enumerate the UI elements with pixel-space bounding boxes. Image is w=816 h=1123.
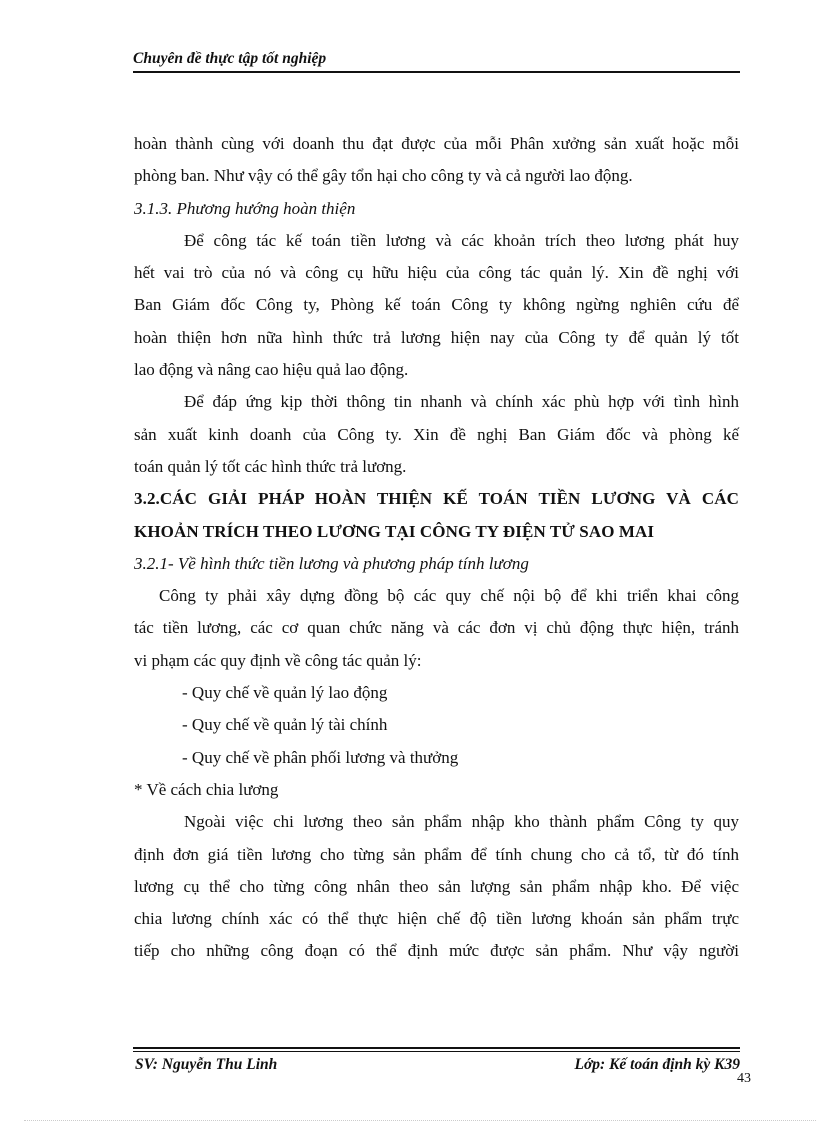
- paragraph-line: hoàn thiện hơn nữa hình thức trả lương hiện nay của Công ty để quản lý tốt: [134, 327, 739, 347]
- footer-rule-thin: [133, 1051, 740, 1052]
- footer-class-name: Lớp: Kế toán định kỳ K39: [574, 1056, 740, 1073]
- section-heading-3-2-1: 3.2.1- Về hình thức tiền lương và phương pháp tính lương: [134, 553, 529, 573]
- paragraph-line: tiếp cho những công đoạn có thể định mức được sản phẩm. Như vậy người: [134, 941, 739, 961]
- section-heading-3-2-line-2: KHOẢN TRÍCH THEO LƯƠNG TẠI CÔNG TY ĐIỆN TỬ SAO MAI: [134, 521, 655, 541]
- paragraph-line: toán quản lý tốt các hình thức trả lương.: [134, 456, 407, 476]
- paragraph-line: hoàn thành cùng với doanh thu đạt được của mỗi Phân xưởng sản xuất hoặc mỗi: [134, 134, 739, 153]
- list-item: - Quy chế về quản lý tài chính: [182, 715, 388, 735]
- list-item: - Quy chế về phân phối lương và thưởng: [182, 747, 459, 767]
- paragraph-line: sản xuất kinh doanh của Công ty. Xin đề nghị Ban Giám đốc và phòng kế: [134, 424, 739, 444]
- footer-rule: [133, 1047, 740, 1049]
- page-header-title: Chuyên đề thực tập tốt nghiệp: [133, 50, 327, 67]
- subheading-star: * Về cách chia lương: [134, 779, 279, 799]
- section-heading-3-2: 3.2.CÁC GIẢI PHÁP HOÀN THIỆN KẾ TOÁN TIỀN LƯƠNG VÀ CÁC: [134, 489, 739, 509]
- footer-student-name: SV: Nguyễn Thu Linh: [135, 1056, 278, 1073]
- paragraph-line: Công ty phải xây dựng đồng bộ các quy chế nội bộ để khi triển khai công: [159, 586, 739, 606]
- paragraph-line: định đơn giá tiền lương cho từng sản phẩm để tính chung cho cả tổ, từ đó tính: [134, 844, 739, 864]
- page-body: [134, 128, 739, 968]
- paragraph-line: hết vai trò của nó và công cụ hữu hiệu của công tác quản lý. Xin đề nghị với: [134, 263, 739, 283]
- page-edge: [24, 1120, 816, 1121]
- paragraph-line: vi phạm các quy định về công tác quản lý:: [134, 650, 422, 670]
- paragraph-line: lương cụ thể cho từng công nhân theo sản lượng sản phẩm nhập kho. Để việc: [134, 876, 739, 896]
- section-heading-3-1-3: 3.1.3. Phương hướng hoàn thiện: [134, 198, 356, 218]
- paragraph-line: tác tiền lương, các cơ quan chức năng và các đơn vị chủ động thực hiện, tránh: [134, 618, 739, 638]
- list-item: - Quy chế về quản lý lao động: [182, 683, 388, 703]
- paragraph-line: Ban Giám đốc Công ty, Phòng kế toán Công ty không ngừng nghiên cứu để: [134, 295, 739, 315]
- page-number: 43: [737, 1071, 751, 1086]
- paragraph-line: Ngoài việc chi lương theo sản phẩm nhập kho thành phẩm Công ty quy: [184, 812, 739, 832]
- paragraph-line: Để đáp ứng kịp thời thông tin nhanh và chính xác phù hợp với tình hình: [184, 392, 739, 412]
- paragraph-line: chia lương chính xác có thể thực hiện chế độ tiền lương khoán sản phẩm trực: [134, 909, 739, 929]
- paragraph-line: lao động và nâng cao hiệu quả lao động.: [134, 360, 409, 380]
- paragraph-line: Để công tác kế toán tiền lương và các khoản trích theo lương phát huy: [184, 230, 739, 250]
- header-rule: [133, 71, 740, 73]
- paragraph-line: phòng ban. Như vậy có thể gây tổn hại cho công ty và cả người lao động.: [134, 166, 633, 186]
